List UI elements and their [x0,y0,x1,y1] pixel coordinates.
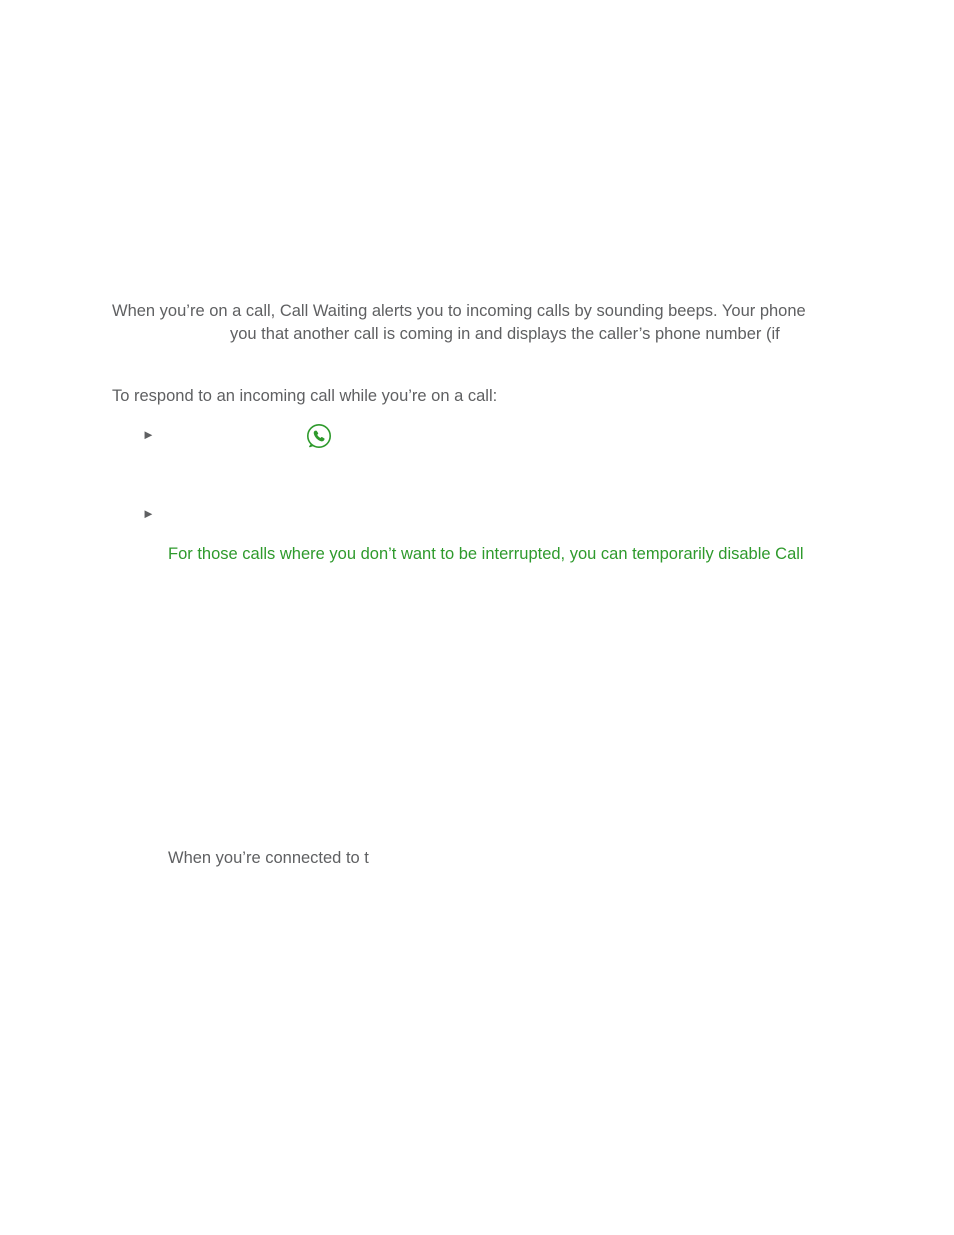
step-1-bullet: ► [142,427,155,442]
instruction-text: To respond to an incoming call while you’re on a call: [112,387,498,405]
note-text: When you’re connected to t [168,849,369,867]
phone-answer-icon [306,423,332,449]
tip-text: For those calls where you don’t want to be interrupted, you can temporarily disable Call [168,545,804,563]
step-2-bullet: ► [142,506,155,521]
intro-line-1: When you’re on a call, Call Waiting alerts you to incoming calls by sounding beeps. Your phone [112,302,806,320]
intro-line-2: you that another call is coming in and displays the caller’s phone number (if [230,325,780,343]
